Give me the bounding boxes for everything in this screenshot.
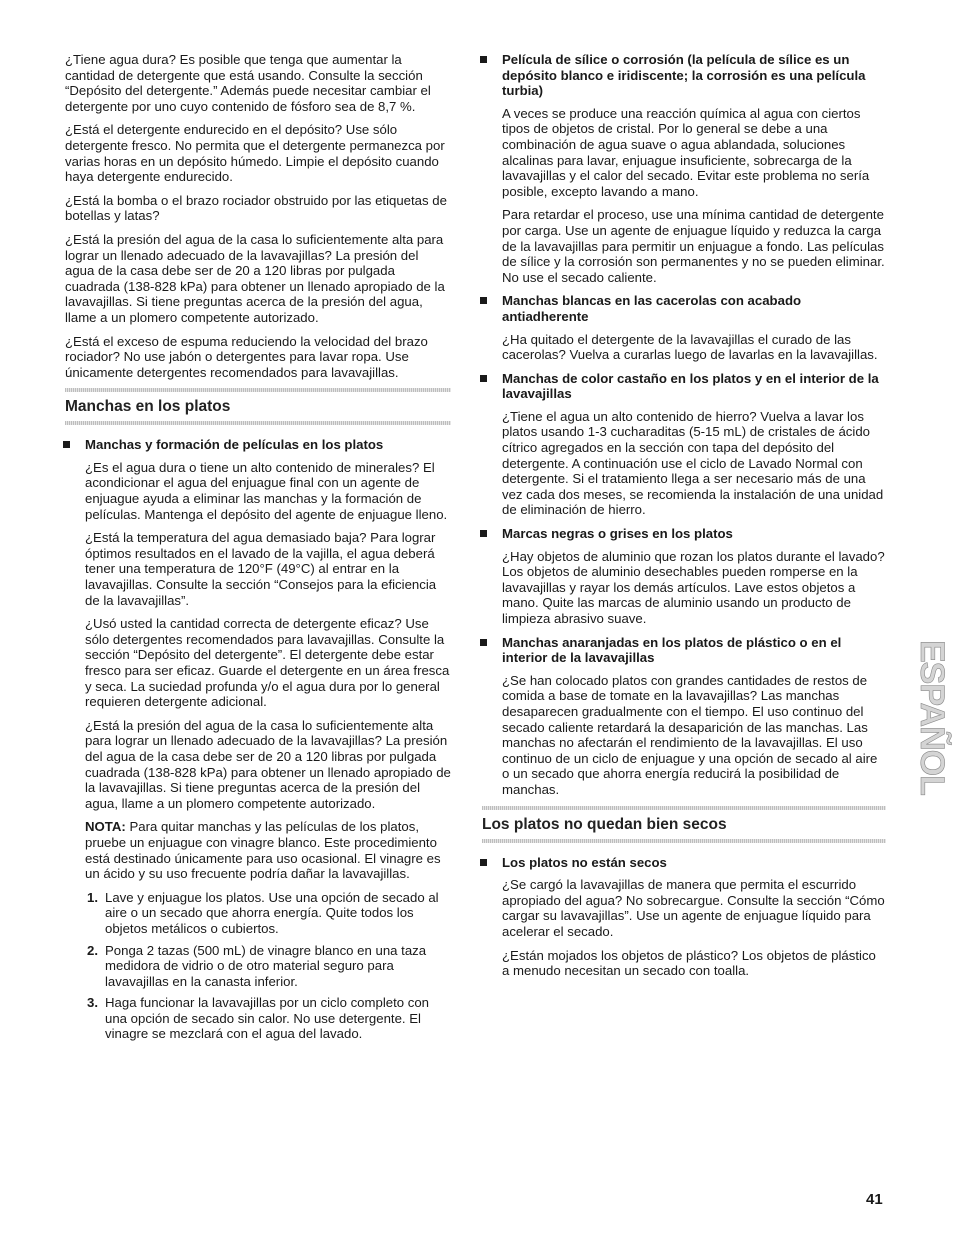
paragraph: ¿Ha quitado el detergente de la lavavajillas el curado de las cacerolas? Vuelva a curarlas luego de lavarlas en la lavavajillas. — [502, 331, 878, 363]
paragraph: ¿Tiene agua dura? Es posible que tenga que aumentar la cantidad de detergente que está usando. Consulte la sección “Depósito del detergente.” Además puede necesitar cambiar el detergente por uno cuyo contenido de fósforo sea de 8,7 %. — [65, 52, 431, 114]
bullet-square-icon — [480, 297, 487, 304]
bullet-square-icon — [480, 375, 487, 382]
step-text: Ponga 2 tazas (500 mL) de vinagre blanco en una taza medidora de vidrio o de otro material seguro para lavavajillas en la canasta inferior. — [105, 942, 427, 989]
step-number: 2. — [87, 942, 98, 958]
bullet-heading — [482, 526, 886, 542]
paragraph: ¿Está el detergente endurecido en el depósito? Use sólo detergente fresco. No permita que el detergente permanezca por varias horas en un depósito húmedo. Limpie el depósito cuando haya detergente endurecido. — [65, 122, 445, 185]
note-paragraph — [85, 819, 451, 881]
bullet-square-icon — [63, 441, 70, 448]
paragraph: A veces se produce una reacción química al agua con ciertos tipos de objetos de cristal. Por lo general se debe a una combinación de agua suave o agua ablandada, soluciones alcalinas para lavar, enjuague insuficiente, sobrecarga de la lavavajillas y el calor del secado. Evitar este problema no sería posible, excepto lavando a mano. — [502, 105, 870, 199]
bullet-heading — [65, 437, 451, 453]
step-text: Lave y enjuague los platos. Use una opción de secado al aire o un secado que ahorra energía. Quite todos los objetos metálicos o cubiertos. — [105, 889, 439, 936]
bullet-body — [482, 332, 886, 363]
bullet-heading — [482, 635, 886, 666]
bullet-square-icon — [480, 859, 487, 866]
section-title: Manchas en los platos — [65, 398, 231, 416]
page-number: 41 — [866, 1191, 883, 1208]
side-tab-text: ESPAÑOL — [913, 640, 951, 795]
right-column — [482, 52, 886, 987]
bullet-heading-text: Película de sílice o corrosión (la película de sílice es un depósito blanco e iridiscente; la corrosión es una película turbia) — [502, 52, 866, 99]
paragraph: Para retardar el proceso, use una mínima cantidad de detergente por carga. Use un agente de enjuague líquido y reduzca la carga de la lavavajillas para permitir un enjuague a fondo. Las películas de sílice y la corrosión son permanentes y no se pueden eliminar. No use el secado caliente. — [502, 207, 885, 285]
paragraph: ¿Es el agua dura o tiene un alto contenido de minerales? El acondicionar el agua del enjuague final con un agente de enjuague ayuda a eliminar las manchas y la formación de películas. Mantenga el depósito del agente de enjuague lleno. — [85, 459, 448, 522]
bullet-body — [65, 460, 451, 1042]
numbered-step — [85, 890, 451, 937]
numbered-step — [85, 995, 451, 1042]
section-header-manchas — [65, 388, 451, 425]
bullet-heading-text: Manchas anaranjadas en los platos de plástico o en el interior de la lavavajillas — [502, 634, 842, 666]
paragraph: ¿Está la bomba o el brazo rociador obstruido por las etiquetas de botellas y latas? — [65, 192, 447, 224]
bullet-heading-text: Los platos no están secos — [502, 854, 667, 870]
section-header-secado — [482, 806, 886, 843]
bullet-body — [482, 106, 886, 286]
bullet-square-icon — [480, 56, 487, 63]
bullet-heading — [482, 293, 886, 324]
bullet-body — [482, 409, 886, 518]
paragraph: ¿Se han colocado platos con grandes cantidades de restos de comida a base de tomate en la lavavajillas? Las manchas desaparecen gradualmente con el tiempo. El uso continuo del secado caliente retardará la desaparición de las manchas. Las manchas no afectarán el rendimiento de la lavavajillas. El uso continuo de un ciclo de enjuague y una opción de secado al aire o un secado que ahorra energía reducirá la posibilidad de manchas. — [502, 672, 878, 797]
paragraph: ¿Usó usted la cantidad correcta de detergente eficaz? Use sólo detergentes recomendados para lavavajillas. Consulte la sección “Depósito del detergente”. El detergente debe estar fresco para ser eficaz. Guarde el detergente en un área fresca y seca. La suciedad profunda y/o el agua dura por lo general requieren detergente adicional. — [85, 616, 450, 710]
paragraph: ¿Está la presión del agua de la casa lo suficientemente alta para lograr un llenado adecuado de la lavavajillas? La presión del agua de la casa debe ser de 20 a 120 libras por pulgada cuadrada (138-828 kPa) para obtener un llenado apropiado de la lavavajillas. Si tiene preguntas acerca de la presión del agua, llame a un plomero competente autorizado. — [65, 231, 445, 325]
numbered-step — [85, 943, 451, 990]
bullet-heading — [482, 855, 886, 871]
bullet-body — [482, 877, 886, 979]
bullet-heading-text: Marcas negras o grises en los platos — [502, 526, 733, 542]
step-number: 1. — [87, 889, 98, 905]
note-text: Para quitar manchas y las películas de los platos, pruebe un enjuague con vinagre blanco. Este procedimiento está destinado únicamente para uso ocasional. El vinagre es un ácido y su uso frecuente podría dañar la lavavajillas. — [85, 819, 441, 882]
paragraph: ¿Está el exceso de espuma reduciendo la velocidad del brazo rociador? No use jabón o detergentes para lavar ropa. Use únicamente detergentes recomendados para lavavajillas. — [65, 333, 428, 380]
bullet-heading — [482, 52, 886, 99]
paragraph: ¿Se cargó la lavavajillas de manera que permita el escurrido apropiado del agua? No sobrecargue. Consulte la sección “Cómo cargar su lavavajillas”. Use un agente de enjuague líquido para acelerar el secado. — [502, 877, 885, 939]
paragraph: ¿Hay objetos de aluminio que rozan los platos durante el lavado? Los objetos de aluminio desechables pueden romperse en la lavavajillas y rayar los demás artículos. Lave estos objetos a mano. Quite las marcas de aluminio usando un producto de limpieza abrasivo suave. — [502, 548, 885, 626]
bullet-body — [482, 549, 886, 627]
bullet-heading — [482, 371, 886, 402]
language-side-tab — [898, 640, 951, 830]
paragraph: ¿Está la temperatura del agua demasiado baja? Para lograr óptimos resultados en el lavado de la vajilla, el agua deberá tener una temperatura de 120°F (49°C) al entrar en la lavavajillas. Consulte la sección “Consejos para la eficiencia de la lavavajillas”. — [85, 530, 437, 608]
bullet-heading-text: Manchas de color castaño en los platos y en el interior de la lavavajillas — [502, 370, 879, 402]
note-label: NOTA: — [85, 819, 126, 835]
paragraph: ¿Tiene el agua un alto contenido de hierro? Vuelva a lavar los platos usando 1-3 cucharaditas (5-15 mL) de cristales de ácido cítrico agregados en la sección con tapa del depósito del detergente. A continuación use el ciclo de Lavado Normal con detergente. Si el tratamiento llega a ser necesario más de una vez cada dos meses, se recomienda la instalación de una unidad de eliminación de hierro. — [502, 408, 884, 518]
paragraph: ¿Están mojados los objetos de plástico? Los objetos de plástico a menudo necesitan un secado con toalla. — [502, 947, 876, 979]
section-title: Los platos no quedan bien secos — [482, 815, 727, 833]
bullet-square-icon — [480, 639, 487, 646]
left-column — [65, 52, 451, 1048]
bullet-square-icon — [480, 530, 487, 537]
bullet-body — [482, 673, 886, 798]
step-text: Haga funcionar la lavavajillas por un ciclo completo con una opción de secado sin calor. No use detergente. El vinagre se mezclará con el agua del lavado. — [105, 995, 430, 1042]
bullet-heading-text: Manchas blancas en las cacerolas con acabado antiadherente — [502, 293, 802, 324]
paragraph: ¿Está la presión del agua de la casa lo suficientemente alta para lograr un llenado adecuado de la lavavajillas? La presión del agua de la casa debe ser de 20 a 120 libras por pulgada cuadrada (138-828 kPa) para obtener un llenado apropiado de la lavavajillas. Si tiene preguntas acerca de la presión del agua, llame a un plomero competente autorizado. — [85, 717, 451, 811]
step-number: 3. — [87, 995, 98, 1011]
bullet-heading-text: Manchas y formación de películas en los platos — [85, 437, 384, 453]
